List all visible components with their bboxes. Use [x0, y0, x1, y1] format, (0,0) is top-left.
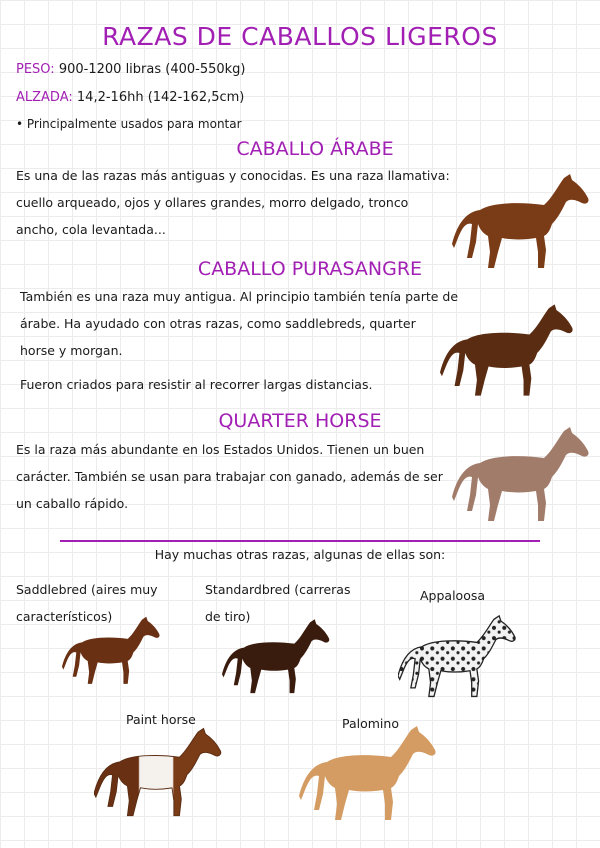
thoroughbred-line: También es una raza muy antigua. Al principio también tenía parte de [20, 289, 459, 304]
thoroughbred-horse-image [440, 295, 576, 407]
thoroughbred-line: horse y morgan. [20, 343, 123, 358]
arabian-line: ancho, cola levantada... [16, 222, 166, 237]
quarter-horse-description [16, 436, 486, 517]
quarter-horse-image [452, 420, 592, 530]
other-breeds-intro: Hay muchas otras razas, algunas de ellas son: [154, 547, 446, 562]
breed-caption-appaloosa: Appaloosa [420, 588, 486, 603]
standardbred-horse-image [222, 612, 332, 702]
weight-line [16, 62, 246, 77]
section-heading-arabian: CABALLO ÁRABE [236, 138, 394, 160]
palomino-horse-image [294, 724, 444, 824]
saddlebred-horse-image [62, 602, 162, 700]
breed-caption-paint-horse: Paint horse [126, 712, 196, 727]
quarter-horse-line: carácter. También se usan para trabajar con ganado, además de ser [16, 469, 443, 484]
arabian-description [16, 162, 466, 243]
arabian-line: Es una de las razas más antiguas y conocidas. Es una raza llamativa: [16, 168, 450, 183]
breed-caption-line: Standardbred (carreras [205, 582, 351, 597]
height-value: 14,2-16hh (142-162,5cm) [76, 90, 245, 105]
height-line [16, 90, 244, 105]
appaloosa-horse-image [398, 612, 518, 702]
weight-value: 900-1200 libras (400-550kg) [58, 62, 246, 77]
breed-caption-line: de tiro) [205, 609, 251, 624]
breed-caption-line: característicos) [16, 609, 113, 624]
arabian-horse-image [452, 170, 592, 274]
weight-label: PESO: [16, 62, 55, 77]
quarter-horse-line: un caballo rápido. [16, 496, 129, 511]
quarter-horse-line: Es la raza más abundante en los Estados Unidos. Tienen un buen [16, 442, 425, 457]
breed-caption-palomino: Palomino [342, 716, 399, 731]
thoroughbred-line: árabe. Ha ayudado con otras razas, como saddlebreds, quarter [20, 316, 416, 331]
page-title: RAZAS DE CABALLOS LIGEROS [102, 22, 498, 51]
thoroughbred-description [20, 283, 490, 364]
section-heading-quarter-horse: QUARTER HORSE [218, 410, 382, 432]
section-heading-thoroughbred: CABALLO PURASANGRE [197, 258, 423, 280]
thoroughbred-extra: Fueron criados para resistir al recorrer largas distancias. [20, 377, 373, 392]
breed-caption-line: Saddlebred (aires muy [16, 582, 158, 597]
paint-horse-image [94, 726, 224, 820]
arabian-line: cuello arqueado, ojos y ollares grandes, morro delgado, tronco [16, 195, 409, 210]
usage-bullet: • Principalmente usados para montar [16, 117, 242, 131]
height-label: ALZADA: [16, 90, 73, 105]
